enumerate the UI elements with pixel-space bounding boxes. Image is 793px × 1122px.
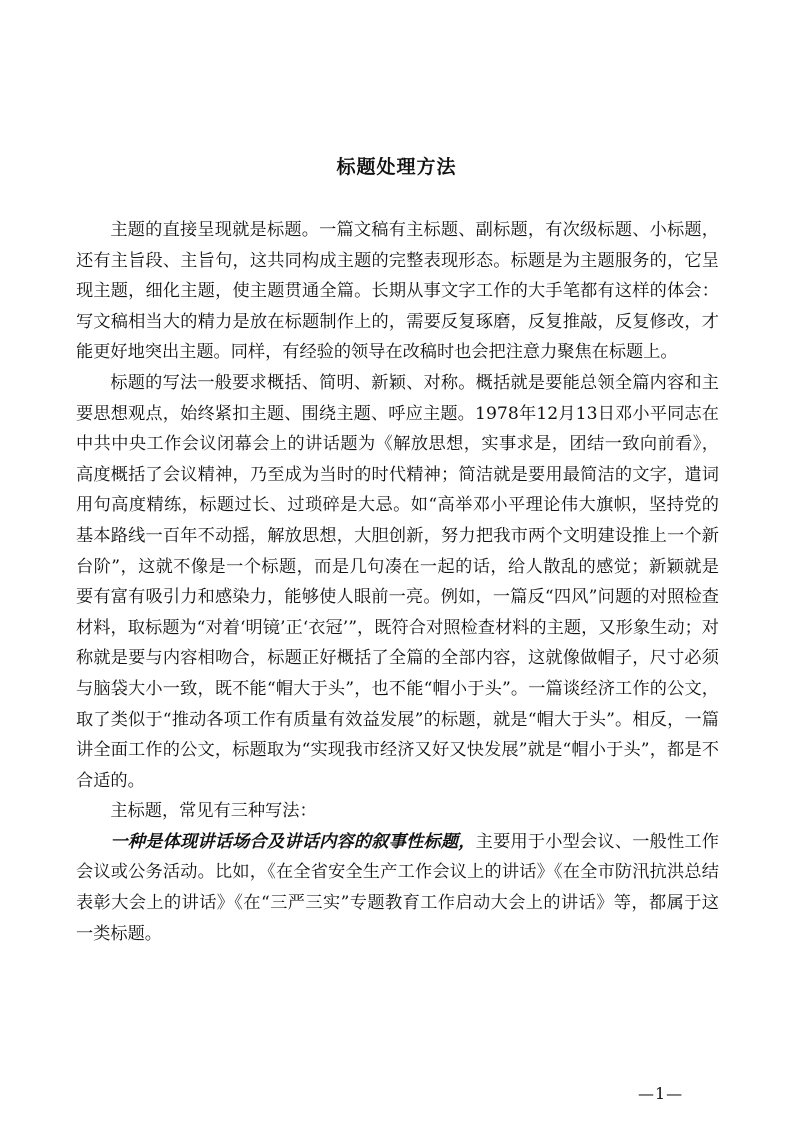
paragraph-4-lead: 一种是体现讲话场合及讲话内容的叙事性标题，: [110, 831, 476, 852]
document-body: [76, 215, 719, 949]
paragraph-1: 主题的直接呈现就是标题。一篇文稿有主标题、副标题，有次级标题、小标题，还有主旨段、主旨句，这共同构成主题的完整表现形态。标题是为主题服务的，它呈现主题，细化主题，使主题贯通全篇。长期从事文字工作的大手笔都有这样的体会：写文稿相当大的精力是放在标题制作上的，需要反复琢磨，反复推敲，反复修改，才能更好地突出主题。同样，有经验的领导在改稿时也会把注意力聚焦在标题上。: [76, 220, 719, 363]
paragraph-2: 标题的写法一般要求概括、简明、新颖、对称。概括就是要能总领全篇内容和主要思想观点，始终紧扣主题、围绕主题、呼应主题。1978年12月13日邓小平同志在中共中央工作会议闭幕会上的讲话题为《解放思想，实事求是，团结一致向前看》，高度概括了会议精神，乃至成为当时的时代精神；简洁就是要用最简洁的文字，遣词用句高度精练，标题过长、过琐碎是大忌。如“高举邓小平理论伟大旗帜，坚持党的基本路线一百年不动摇，解放思想，大胆创新，努力把我市两个文明建设推上一个新台阶”，这就不像是一个标题，而是几句凑在一起的话，给人散乱的感觉；新颖就是要有富有吸引力和感染力，能够使人眼前一亮。例如，一篇反“四风”问题的对照检查材料，取标题为“对着‘明镜’正‘衣冠’”，既符合对照检查材料的主题，又形象生动；对称就是要与内容相吻合，标题正好概括了全篇的全部内容，这就像做帽子，尺寸必须与脑袋大小一致，既不能“帽大于头”，也不能“帽小于头”。一篇谈经济工作的公文，取了类似于“推动各项工作有质量有效益发展”的标题，就是“帽大于头”。相反，一篇讲全面工作的公文，标题取为“实现我市经济又好又快发展”就是“帽小于头”，都是不合适的。: [76, 372, 719, 791]
page-number: —1—: [638, 1084, 684, 1103]
document-title: 标题处理方法: [336, 156, 457, 178]
paragraph-4: [76, 827, 719, 949]
paragraph-3: 主标题，常见有三种写法：: [110, 801, 317, 822]
paragraph-4-rest: 主要用于小型会议、一般性工作会议或公务活动。比如，《在全省安全生产工作会议上的讲话》《在全市防汛抗洪总结表彰大会上的讲话》《在“三严三实”专题教育工作启动大会上的讲话》等，都属于这一类标题。: [76, 831, 719, 944]
